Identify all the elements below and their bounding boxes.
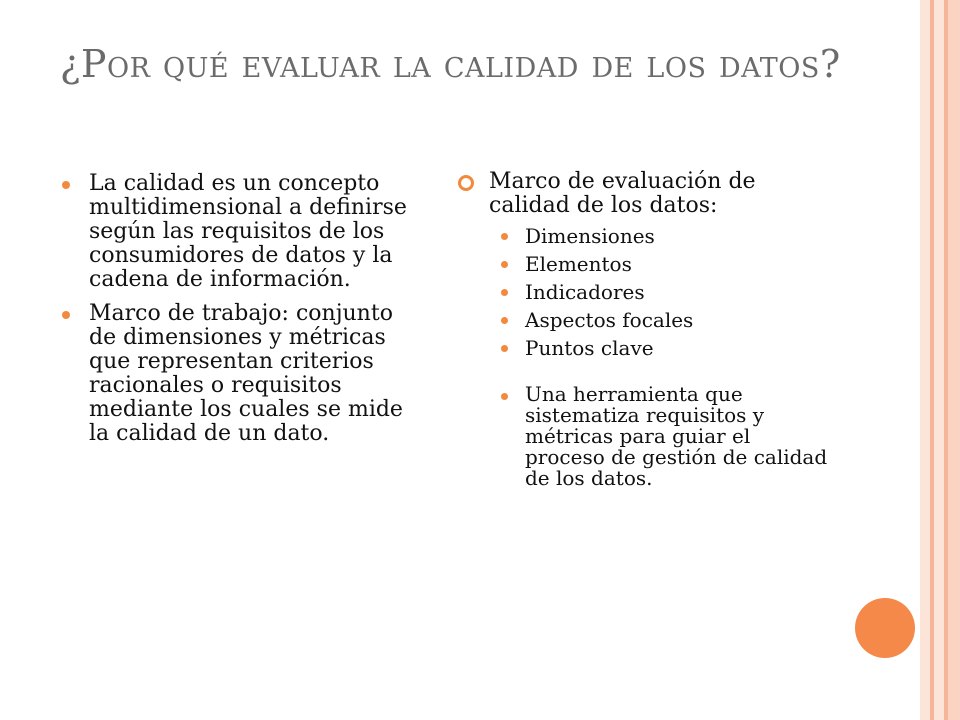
sub-item-text: Indicadores — [525, 280, 645, 304]
bullet-icon — [62, 311, 70, 319]
bullet-icon — [501, 261, 508, 268]
sub-item-text: Puntos clave — [525, 336, 654, 360]
list-item — [499, 280, 828, 304]
bullet-text: Marco de trabajo: conjunto de dimensiones y métricas que representan criterios racionales o requisitos mediante los cuales se mide la calidad de un dato. — [89, 301, 403, 446]
left-bullet-list — [60, 172, 425, 446]
bullet-icon — [501, 393, 508, 400]
bullet-text: La calidad es un concepto multidimensional a definirse según las requisitos de los consumidores de datos y la cadena de información. — [89, 171, 407, 292]
sub-item-text: Elementos — [525, 252, 632, 276]
bullet-icon — [501, 233, 508, 240]
list-item — [60, 172, 425, 292]
list-item — [499, 252, 828, 276]
list-item — [60, 302, 425, 446]
bullet-icon — [501, 317, 508, 324]
sub-item-text: Aspectos focales — [525, 308, 694, 332]
decorative-circle — [855, 598, 915, 658]
decorative-stripes — [920, 0, 960, 720]
slide-title: ¿Por qué evaluar la calidad de los datos? — [60, 42, 841, 86]
list-item — [499, 384, 828, 489]
right-column — [458, 170, 828, 493]
bullet-icon — [501, 289, 508, 296]
ring-bullet-icon — [458, 175, 474, 191]
sub-item-text: Dimensiones — [525, 224, 655, 248]
list-item — [499, 308, 828, 332]
bullet-icon — [501, 345, 508, 352]
sub-item-text: Una herramienta que sistematiza requisitos y métricas para guiar el proceso de gestión de calidad de los datos. — [525, 382, 828, 490]
list-item — [499, 224, 828, 248]
right-heading-text: Marco de evaluación de calidad de los datos: — [489, 169, 756, 218]
list-item — [499, 336, 828, 360]
right-sub-list — [499, 224, 828, 489]
bullet-icon — [62, 181, 70, 189]
right-heading — [458, 170, 828, 218]
left-column — [60, 172, 425, 456]
